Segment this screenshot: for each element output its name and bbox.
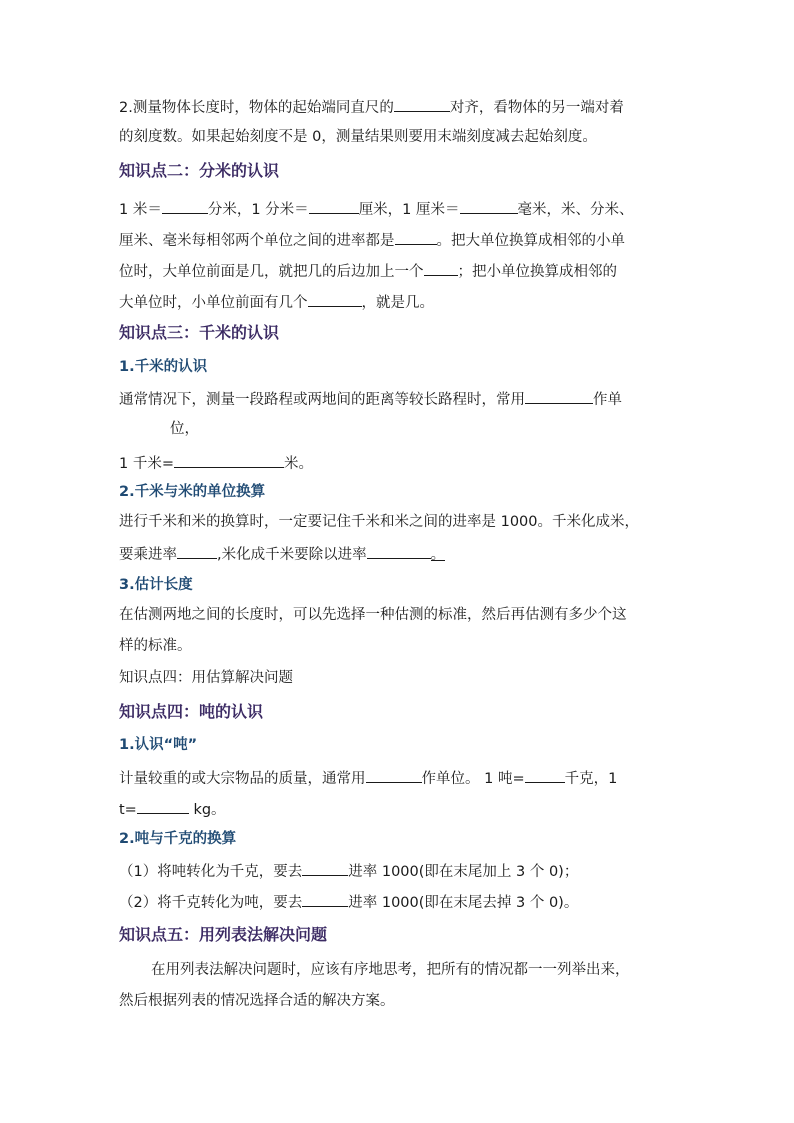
text-segment: 1 千米=	[119, 456, 174, 472]
text-segment: 大单位时，小单位前面有几个	[119, 295, 308, 311]
text-line: 进行千米和米的换算时，一定要记住千米和米之间的进率是 1000。千米化成米，	[119, 514, 640, 530]
text-segment: 厘米，1 厘米＝	[358, 202, 460, 218]
fill-blank	[424, 260, 458, 276]
fill-blank	[162, 198, 208, 214]
subsection-heading: 3.估计长度	[119, 577, 193, 593]
text-segment: 毫米，米、分米、	[517, 202, 634, 218]
text-segment: 进率 1000(即在末尾去掉 3 个 0)。	[348, 895, 579, 911]
text-line	[119, 543, 445, 565]
text-line	[119, 229, 625, 251]
text-line	[119, 798, 226, 820]
text-line	[119, 452, 313, 474]
section-heading: 知识点二：分米的认识	[119, 161, 280, 180]
text-segment: 厘米、毫米每相邻两个单位之间的进率都是	[119, 233, 395, 249]
text-segment: 要乘进率	[119, 547, 177, 563]
subsection-heading: 1.认识“吨”	[119, 737, 198, 753]
subsection-heading: 2.千米与米的单位换算	[119, 484, 266, 500]
fill-blank	[395, 229, 437, 245]
fill-blank	[302, 860, 348, 876]
fill-blank	[525, 767, 565, 783]
text-segment: t=	[119, 802, 137, 818]
text-segment: ,米化成千米要除以进率	[217, 547, 367, 563]
text-segment: （1）将吨转化为千克，要去	[119, 864, 303, 880]
section-heading: 知识点五：用列表法解决问题	[119, 925, 328, 944]
text-segment: 作单	[593, 392, 622, 408]
text-segment: 计量较重的或大宗物品的质量，通常用	[119, 771, 366, 787]
fill-blank	[366, 767, 422, 783]
fill-blank	[137, 798, 189, 814]
text-segment: 2.测量物体长度时，物体的起始端同直尺的	[119, 100, 394, 116]
text-line: 知识点四：用估算解决问题	[119, 670, 293, 686]
text-line	[119, 260, 617, 282]
text-line	[119, 96, 624, 118]
fill-blank	[308, 291, 362, 307]
fill-blank	[302, 891, 348, 907]
subsection-heading: 2.吨与千克的换算	[119, 831, 237, 847]
text-segment: ，就是几。	[361, 295, 434, 311]
text-segment: 对齐，看物体的另一端对着	[449, 100, 624, 116]
fill-blank	[460, 198, 518, 214]
text-line: 然后根据列表的情况选择合适的解决方案。	[119, 993, 395, 1009]
text-segment: ；把小单位换算成相邻的	[457, 264, 617, 280]
text-segment: 作单位。 1 吨=	[421, 771, 525, 787]
fill-blank	[309, 198, 359, 214]
text-line: 的刻度数。如果起始刻度不是 0，测量结果则要用末端刻度减去起始刻度。	[119, 129, 597, 145]
text-line	[119, 291, 434, 313]
text-segment: 千克，1	[564, 771, 618, 787]
text-line: 位，	[170, 421, 199, 437]
fill-blank	[177, 543, 217, 559]
text-line	[119, 198, 634, 220]
text-segment: 通常情况下，测量一段路程或两地间的距离等较长路程时，常用	[119, 392, 525, 408]
text-line: 在估测两地之间的长度时，可以先选择一种估测的标准，然后再估测有多少个这	[119, 607, 627, 623]
text-segment: 。把大单位换算成相邻的小单	[436, 233, 625, 249]
text-segment: （2）将千克转化为吨，要去	[119, 895, 303, 911]
text-line	[119, 891, 578, 913]
text-segment: 米。	[283, 456, 313, 472]
text-segment: kg。	[188, 802, 226, 818]
section-heading: 知识点三：千米的认识	[119, 323, 280, 342]
text-segment: 分米，1 分米＝	[207, 202, 309, 218]
subsection-heading: 1.千米的认识	[119, 359, 208, 375]
text-line: 在用列表法解决问题时，应该有序地思考，把所有的情况都一一列举出来，	[151, 962, 630, 978]
text-segment: 。	[430, 547, 446, 563]
fill-blank	[394, 96, 450, 112]
text-line	[119, 388, 622, 410]
text-line	[119, 860, 578, 882]
fill-blank	[367, 543, 431, 559]
text-segment: 位时，大单位前面是几，就把几的后边加上一个	[119, 264, 424, 280]
text-line: 样的标准。	[119, 638, 192, 654]
section-heading: 知识点四：吨的认识	[119, 702, 264, 721]
fill-blank	[525, 388, 593, 404]
fill-blank	[174, 452, 284, 468]
text-segment: 进率 1000(即在末尾加上 3 个 0)；	[348, 864, 579, 880]
text-segment: 1 米＝	[119, 202, 162, 218]
text-line	[119, 767, 617, 789]
